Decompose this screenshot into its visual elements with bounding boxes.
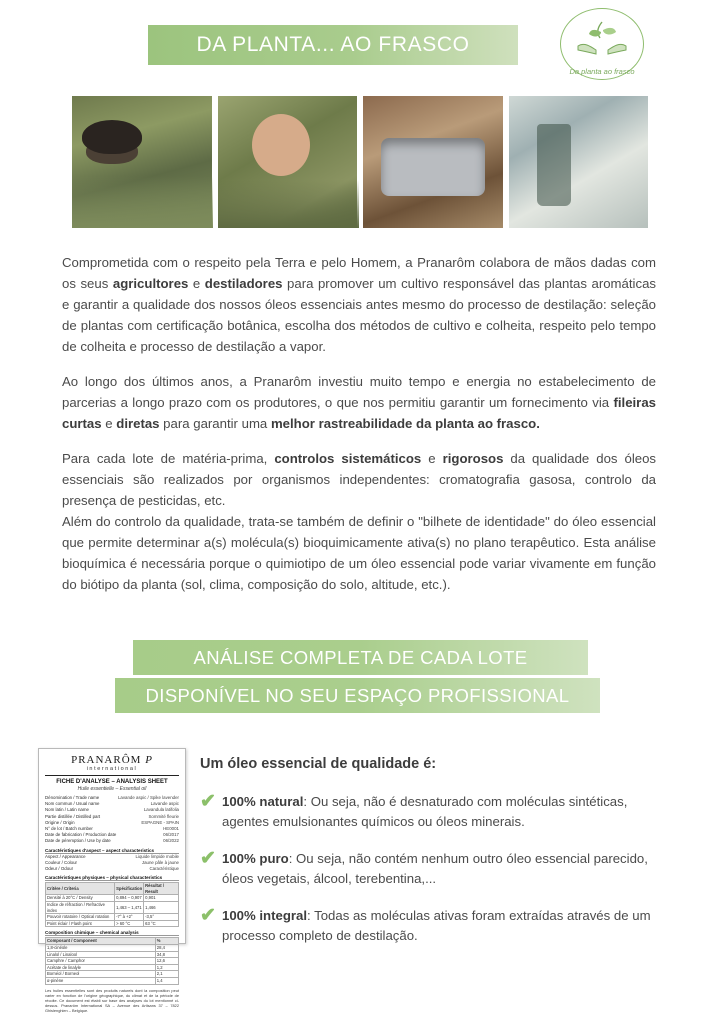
quality-item-body: : Todas as moléculas ativas foram extraídas através de um processo completo de destilação. xyxy=(222,908,651,943)
photo-laboratory-analysis xyxy=(509,96,649,228)
photo-harvest-lavender xyxy=(72,96,212,228)
quality-item-body: : Ou seja, não contém nenhum outro óleo essencial parecido, óleos vegetais, álcool, terebentina,... xyxy=(222,851,648,886)
p2-bold-traceability: melhor rastreabilidade da planta ao frasco. xyxy=(270,416,540,431)
sheet-td2: 34,8 xyxy=(155,951,178,958)
sheet-physical-table xyxy=(45,882,179,927)
sheet-td2: Linalol / Linalool xyxy=(46,951,156,958)
sheet-brand xyxy=(45,754,179,776)
paragraph-3 xyxy=(62,448,656,511)
p3-bold-rigorous: rigorosos xyxy=(442,451,504,466)
quality-item-label: 100% puro xyxy=(222,851,289,866)
sheet-field-key: Dénomination / Trade name xyxy=(45,795,100,800)
sheet-field-value: Lavande aspic / Spike lavender xyxy=(117,795,179,800)
p1-bold-farmers: agricultores xyxy=(112,276,189,291)
sheet-table2-row xyxy=(46,944,179,951)
sheet-field-row xyxy=(45,838,179,844)
p2-bold-short-chains: fileiras curtas xyxy=(62,395,656,431)
page-title: DA PLANTA... AO FRASCO xyxy=(196,33,470,56)
sheet-aspect-key: Odeur / Odour xyxy=(45,866,74,872)
sheet-td: 0,894 – 0,907 xyxy=(116,895,142,901)
sheet-brand-name-text: PRANARÔM xyxy=(71,754,142,766)
sheet-td: > 60 °C xyxy=(115,920,144,927)
sheet-field-key: Origine / Origin xyxy=(45,819,75,825)
sheet-td: -7° à +2° xyxy=(115,914,144,921)
check-mark-icon: ✔ xyxy=(200,905,216,926)
sheet-aspect-value: Jaune pâle à jaune xyxy=(141,859,179,865)
sheet-field-value: Sommité fleurie xyxy=(148,813,179,819)
sheet-chemical-table xyxy=(45,937,179,984)
sheet-field-value: 06/2022 xyxy=(163,838,179,844)
sheet-td: Point éclair / Flash point xyxy=(46,920,115,927)
sheet-footer-note: Les huiles essentielles sont des produits naturels dont la composition peut varier en fonction de l'origine géographique, du climat et de la période de récolte. Ce document est établi sur base des analyses du lot mentionné ci-dessus. Pranarôm International SA – Avenue des Artisans 37 – 7822 Ghislenghien – Belgique. xyxy=(45,987,179,1013)
paragraph-2 xyxy=(62,371,656,434)
sheet-table2-row xyxy=(46,964,179,971)
sheet-td: Pouvoir rotatoire / Optical rotation xyxy=(46,914,115,921)
sheet-brand-monogram: P xyxy=(145,754,153,766)
quality-item-text xyxy=(222,906,670,946)
quality-item-text xyxy=(222,849,670,889)
sheet-section-chemical: Composition chimique – chemical analysis xyxy=(45,930,179,936)
sheet-td: Indice de réfraction / Refractive index xyxy=(46,902,115,914)
sheet-td2: Acétate de linalyle xyxy=(46,964,156,971)
quality-section xyxy=(200,756,670,963)
sheet-th: Spécification xyxy=(115,883,144,895)
sheet-field-value: Lavandula latifolia xyxy=(143,807,179,813)
callout-line-1 xyxy=(133,640,588,675)
p3-part-c: e xyxy=(421,451,443,466)
sheet-table-row xyxy=(46,920,179,927)
callout-line-2-text: DISPONÍVEL NO SEU ESPAÇO PROFISSIONAL xyxy=(145,684,570,706)
sheet-th: Résultat / Result xyxy=(144,883,179,895)
quality-item-text xyxy=(222,792,670,832)
paragraph-1 xyxy=(62,252,656,357)
p3-part-a: Para cada lote de matéria-prima, xyxy=(62,451,275,466)
sheet-td2: 1,2 xyxy=(155,964,178,971)
sheet-field-value: Lavande aspic xyxy=(150,801,179,807)
check-mark-icon: ✔ xyxy=(200,791,216,812)
sheet-td2: α-pinène xyxy=(46,977,156,984)
sheet-td: 0,901 xyxy=(144,895,179,902)
quality-item-body: : Ou seja, não é desnaturado com moléculas sintéticas, agentes emulsionantes químicos ou óleos minerais. xyxy=(222,794,628,829)
sheet-td2: Camphre / Camphor xyxy=(46,958,156,965)
callout-banner xyxy=(0,636,720,720)
callout-line-1-text: ANÁLISE COMPLETA DE CADA LOTE xyxy=(193,646,528,668)
photo-strip xyxy=(72,96,648,228)
quality-item xyxy=(200,792,670,832)
quality-item-label: 100% natural xyxy=(222,794,304,809)
logo-text: Da planta ao frasco xyxy=(569,67,635,76)
sheet-field-key: Partie distillée / Distilled part xyxy=(45,813,101,819)
sheet-aspect-key: Aspect / Appearance xyxy=(45,853,86,859)
quality-item-label: 100% integral xyxy=(222,908,308,923)
sheet-aspect-value: Liquide limpide mobile xyxy=(135,853,179,859)
p2-part-a: Ao longo dos últimos anos, a Pranarôm investiu muito tempo e energia no estabelecimento de parcerias a longo prazo com os produtores, o que nos permitiu garantir um fornecimento via xyxy=(62,374,656,410)
sheet-table2-row xyxy=(46,977,179,984)
p1-part-c: e xyxy=(188,276,205,291)
sheet-table-row xyxy=(46,914,179,921)
photo-distillation-vats xyxy=(363,96,503,228)
sheet-td2: 12,6 xyxy=(155,958,178,965)
analysis-sheet-thumbnail xyxy=(38,748,186,1013)
sheet-td2: 1,8-cinéole xyxy=(46,944,156,951)
sheet-aspect-row xyxy=(45,866,179,872)
p1-part-e: para promover um cultivo responsável das plantas aromáticas e garantir a qualidade dos nossos óleos essenciais antes mesmo do processo de destilação: seleção de plantas com certificação botânica, escolha dos métodos de cultivo e colheita, respeito pelo tempo de colheita e processo de destilação a vapor. xyxy=(62,276,656,354)
sheet-th2: % xyxy=(155,938,178,945)
p1-bold-distillers: destiladores xyxy=(204,276,283,291)
sheet-subtitle: Huile essentielle – Essential oil xyxy=(77,786,147,792)
sheet-field-value: ESPAGNE - SPAIN xyxy=(141,819,179,825)
sheet-aspect-value: Caractéristique xyxy=(149,866,179,872)
sheet-field-key: Nom commun / Usual name xyxy=(45,801,100,807)
sheet-table2-header-row xyxy=(46,938,179,945)
sheet-field-key: Date de fabrication / Production date xyxy=(45,832,117,838)
callout-line-2 xyxy=(115,678,600,713)
p2-bold-direct: diretas xyxy=(116,416,160,431)
hands-holding-plant-icon xyxy=(574,18,630,62)
body-copy xyxy=(62,252,656,609)
photo-producer-portrait xyxy=(218,96,358,228)
sheet-field-key: Date de péremption / Use by date xyxy=(45,838,111,844)
logo xyxy=(556,6,648,86)
sheet-aspect-key: Couleur / Colour xyxy=(45,859,77,865)
sheet-field-value: HE0001 xyxy=(163,826,179,832)
paragraph-4: Além do controlo da qualidade, trata-se também de definir o "bilhete de identidade" do óleo essencial que permite determinar a(s) molécula(s) bioquimicamente ativa(s) no plano terapêutico. Esta análise bioquímica é necessária porque o quimiotipo de um óleo essencial pode variar vivamente em função do biótipo da planta (sol, clima, composição do solo, altitude, etc.). xyxy=(62,514,656,592)
quality-item xyxy=(200,906,670,946)
quality-title: Um óleo essencial de qualidade é: xyxy=(200,756,437,772)
sheet-table-row xyxy=(46,895,179,902)
sheet-section-aspect: Caractéristiques d'aspect – aspect characteristics xyxy=(45,848,179,854)
p3-bold-systematic: controlos sistemáticos xyxy=(274,451,422,466)
sheet-th: Critère / Criteria xyxy=(46,883,115,895)
sheet-table2-row xyxy=(46,958,179,965)
title-banner xyxy=(148,25,518,65)
sheet-td2: 28,4 xyxy=(155,944,178,951)
sheet-td: -3,5° xyxy=(144,914,179,921)
sheet-brand-name xyxy=(45,754,179,766)
sheet-table2-row xyxy=(46,951,179,958)
sheet-td2: 2,1 xyxy=(155,971,178,978)
p1-part-a: Comprometida com o respeito pela Terra e pelo Homem, a Pranarôm colabora de mãos dadas com os seus xyxy=(62,255,656,291)
sheet-section-physical: Caractéristiques physiques – physical characteristics xyxy=(45,875,179,881)
sheet-field-key: Nom latin / Latin name xyxy=(45,807,89,813)
sheet-td2: Bornéol / Borneol xyxy=(46,971,156,978)
p2-part-e: para garantir uma xyxy=(159,416,271,431)
sheet-td: Densité à 20°C / Density xyxy=(46,895,115,902)
page-header xyxy=(0,0,720,92)
check-mark-icon: ✔ xyxy=(200,848,216,869)
sheet-table-row xyxy=(46,902,179,914)
sheet-td2: 1,4 xyxy=(155,977,178,984)
sheet-field-value: 06/2017 xyxy=(163,832,179,838)
sheet-th2: Composant / Component xyxy=(46,938,156,945)
sheet-td: 1,463 – 1,471 xyxy=(115,902,144,914)
sheet-title: FICHE D'ANALYSE – ANALYSIS SHEET xyxy=(56,779,168,785)
sheet-table2-row xyxy=(46,971,179,978)
p2-part-c: e xyxy=(101,416,117,431)
sheet-td: 63 °C xyxy=(144,920,179,927)
sheet-brand-sub: international xyxy=(86,766,138,772)
sheet-td: 1,466 xyxy=(144,902,179,914)
sheet-field-key: N° de lot / Batch number xyxy=(45,826,93,832)
sheet-table-header-row xyxy=(46,883,179,895)
p3-part-e: da qualidade dos óleos essenciais são realizados por organismos independentes: cromatografia gasosa, controlo da presença de pesticidas, etc. xyxy=(62,451,657,508)
quality-item xyxy=(200,849,670,889)
